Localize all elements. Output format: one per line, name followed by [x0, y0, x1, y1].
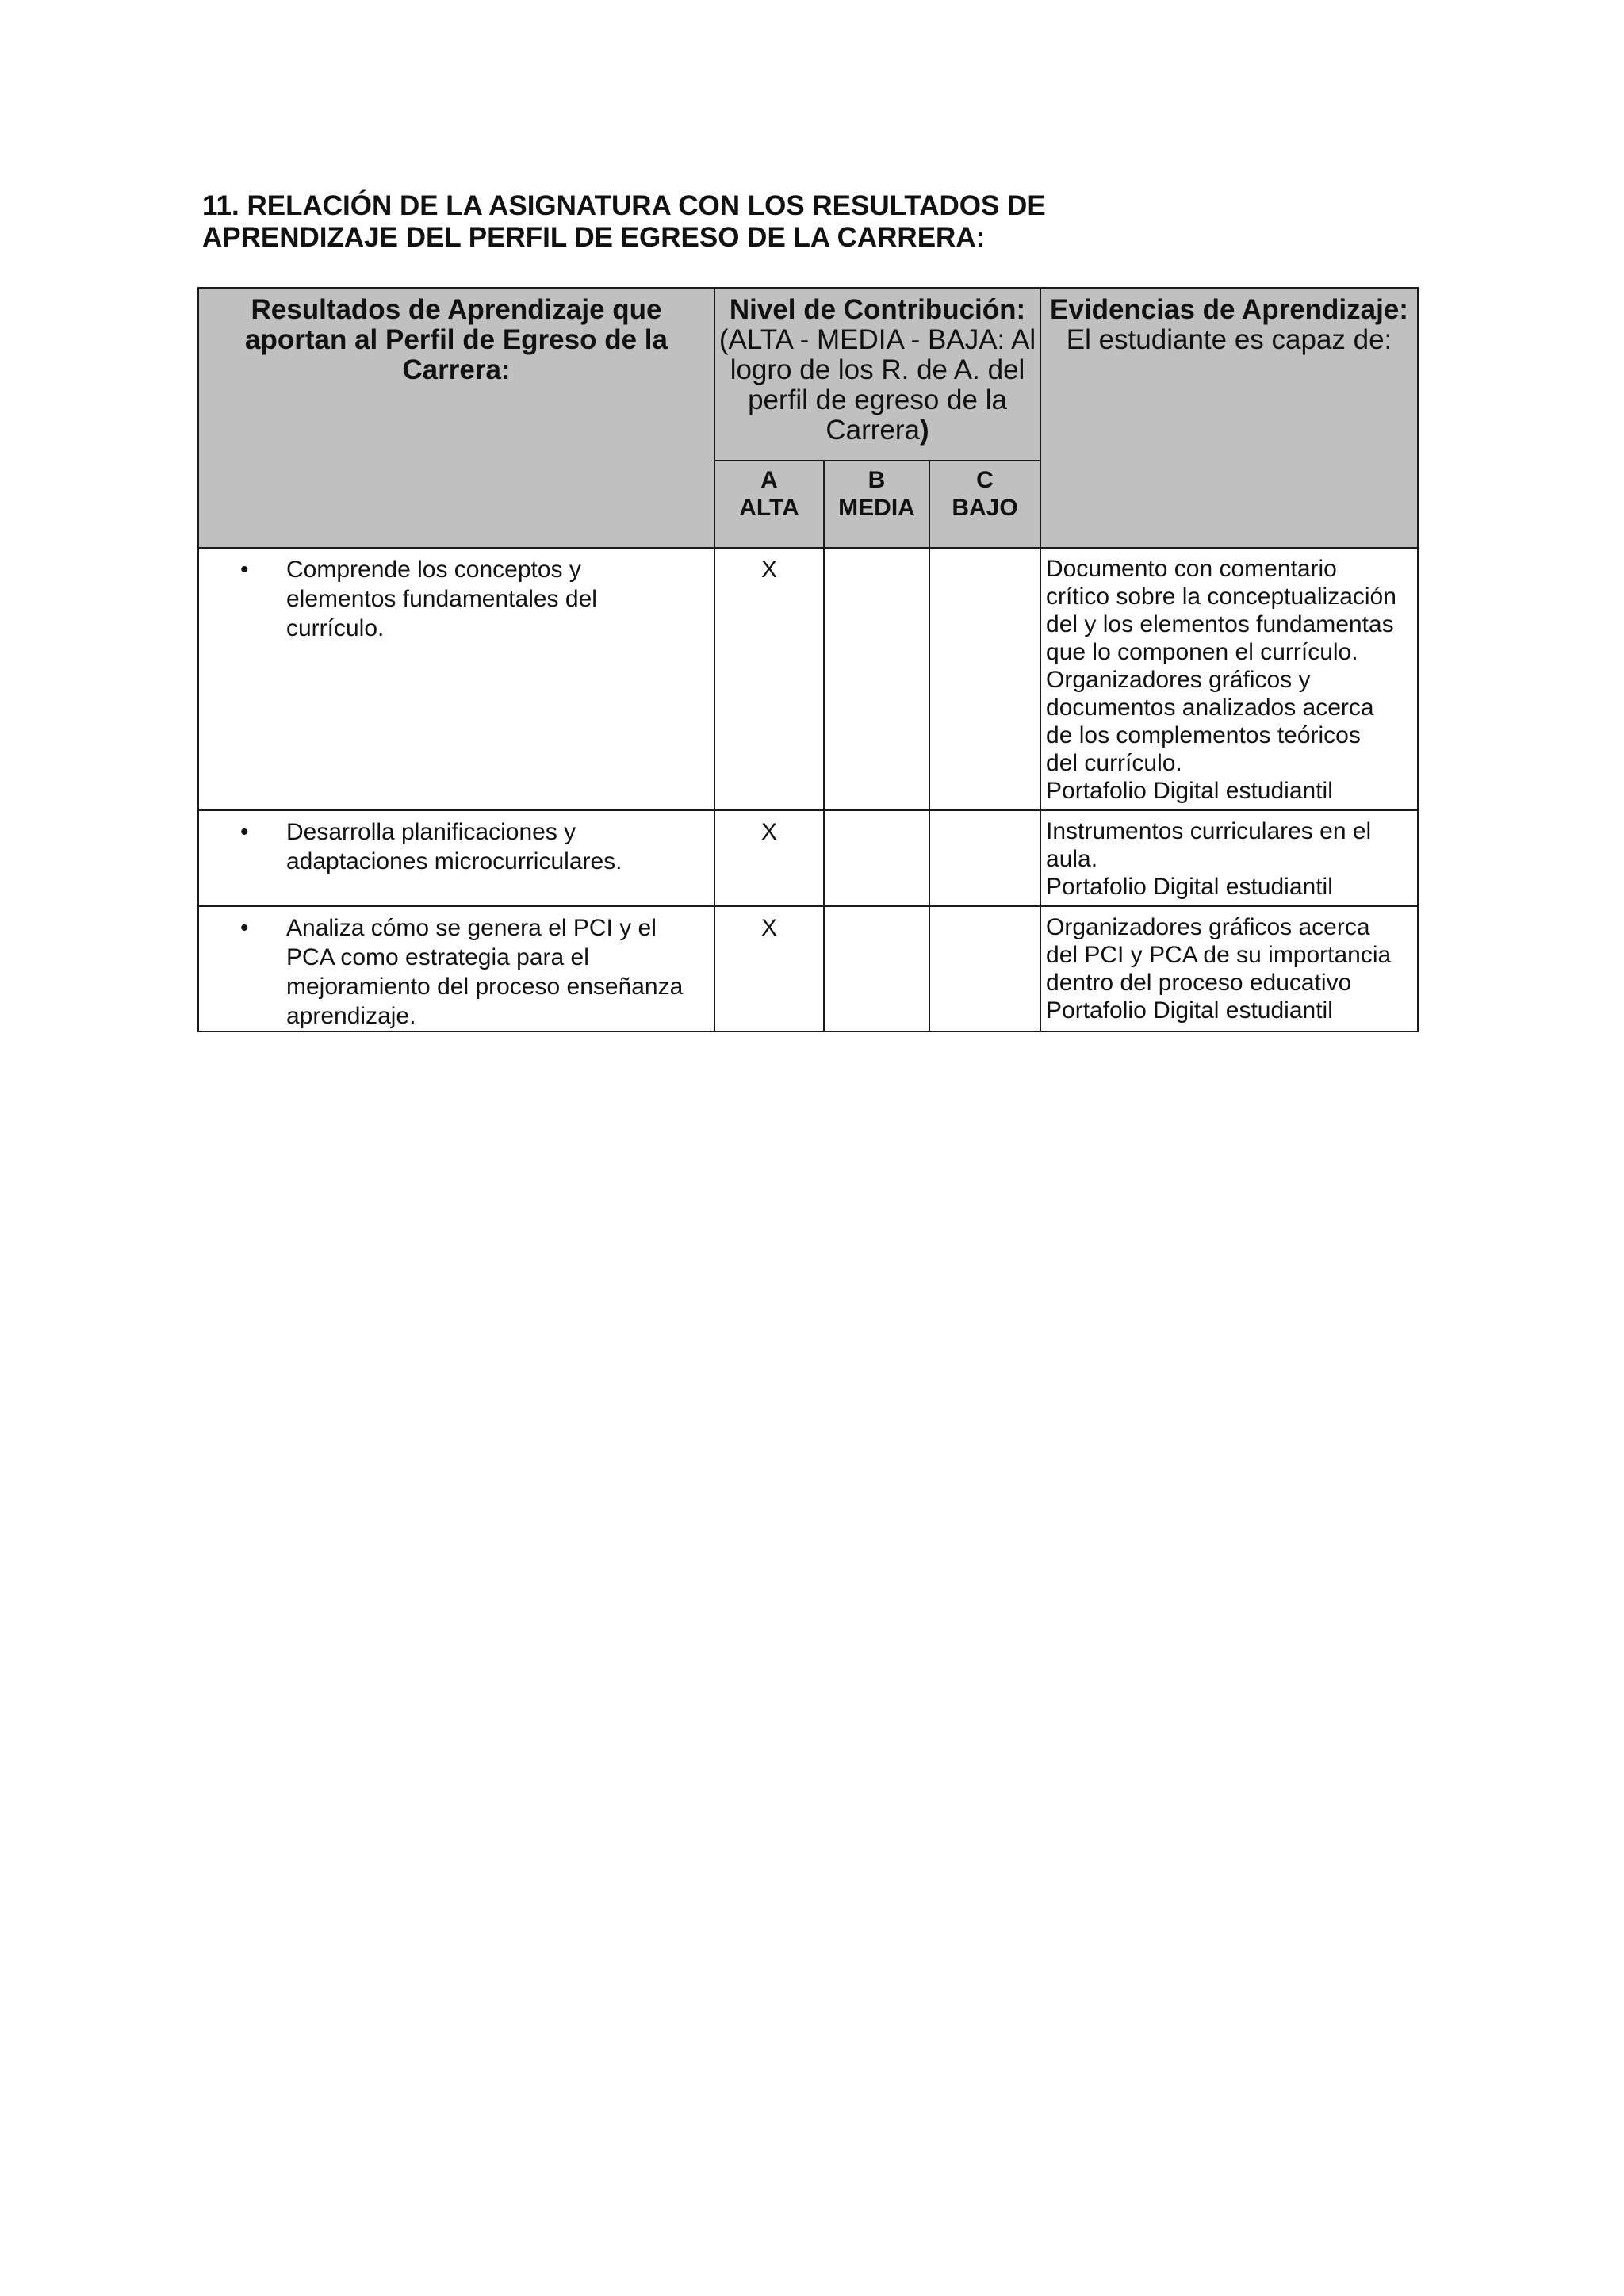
header-resultados [198, 288, 714, 548]
resultado-line: aprendizaje. [286, 1003, 416, 1029]
evidencia-line: del currículo. [1046, 750, 1182, 776]
evidencia-line: Portafolio Digital estudiantil [1046, 874, 1333, 900]
alta-cell: X [714, 548, 824, 810]
evidencias-cell [1040, 906, 1418, 1031]
header-nivel-title: Nivel de Contribución: [729, 294, 1026, 325]
resultado-text [286, 555, 706, 643]
level-letter: A [760, 467, 778, 493]
level-name: MEDIA [838, 495, 915, 521]
header-level-a [714, 461, 824, 548]
header-nivel [714, 288, 1040, 461]
evidencia-line: Portafolio Digital estudiantil [1046, 778, 1333, 804]
resultado-cell [198, 548, 714, 810]
header-resultados-line: Resultados de Aprendizaje que [251, 294, 662, 325]
header-resultados-line: Carrera: [402, 354, 511, 385]
header-level-c [929, 461, 1040, 548]
header-nivel-line: (ALTA - MEDIA - BAJA: Al [718, 324, 1036, 355]
section-title-line-1: 11. RELACIÓN DE LA ASIGNATURA CON LOS RESULTADOS DE [202, 190, 1046, 221]
resultado-line: Analiza cómo se genera el PCI y el [286, 915, 657, 941]
bajo-cell [929, 810, 1040, 906]
evidencia-line: Documento con comentario [1046, 556, 1337, 582]
evidencia-line: Organizadores gráficos y [1046, 667, 1311, 693]
header-evidencias-title: Evidencias de Aprendizaje: [1050, 294, 1408, 325]
resultado-line: adaptaciones microcurriculares. [286, 848, 622, 874]
resultado-line: Comprende los conceptos y [286, 557, 581, 583]
resultado-line: elementos fundamentales del [286, 586, 597, 612]
evidencia-line: de los complementos teóricos [1046, 722, 1361, 748]
header-resultados-line: aportan al Perfil de Egreso de la [245, 324, 668, 355]
header-evidencias [1040, 288, 1418, 548]
evidencia-line: del PCI y PCA de su importancia [1046, 942, 1392, 968]
learning-outcomes-table [197, 287, 1419, 1032]
resultado-line: PCA como estrategia para el [286, 944, 589, 970]
bajo-cell [929, 906, 1040, 1031]
level-name: ALTA [739, 495, 799, 521]
evidencias-cell [1040, 548, 1418, 810]
level-letter: C [976, 467, 994, 493]
resultado-cell [198, 810, 714, 906]
header-nivel-line: logro de los R. de A. del [730, 354, 1025, 385]
evidencia-line: Portafolio Digital estudiantil [1046, 997, 1333, 1024]
bajo-cell [929, 548, 1040, 810]
header-nivel-last: Carrera [825, 415, 920, 446]
alta-cell: X [714, 906, 824, 1031]
table-row [198, 906, 1418, 1031]
resultado-line: currículo. [286, 615, 385, 641]
bullet: • [240, 819, 249, 845]
evidencia-line: crítico sobre la conceptualización [1046, 584, 1396, 610]
evidencias-cell [1040, 810, 1418, 906]
resultado-text [286, 913, 706, 1031]
level-name: BAJO [952, 495, 1018, 521]
bullet: • [240, 557, 249, 583]
bullet: • [240, 915, 249, 941]
header-nivel-close: ) [920, 415, 929, 446]
media-cell [824, 906, 929, 1031]
evidencia-line: dentro del proceso educativo [1046, 970, 1352, 996]
media-cell [824, 548, 929, 810]
evidencia-line: Instrumentos curriculares en el [1046, 818, 1372, 844]
header-evidencias-sub: El estudiante es capaz de: [1066, 324, 1392, 355]
header-nivel-line: perfil de egreso de la [748, 385, 1007, 415]
table-row [198, 810, 1418, 906]
level-letter: B [868, 467, 886, 493]
media-cell [824, 810, 929, 906]
header-level-b [824, 461, 929, 548]
evidencia-line: aula. [1046, 846, 1098, 872]
resultado-cell [198, 906, 714, 1031]
header-nivel-last-line [715, 415, 1040, 446]
evidencia-line: que lo componen el currículo. [1046, 639, 1358, 665]
resultado-line: mejoramiento del proceso enseñanza [286, 974, 684, 1000]
evidencia-line: del y los elementos fundamentas [1046, 611, 1394, 637]
resultado-text [286, 817, 706, 876]
table-row [198, 548, 1418, 810]
section-title-line-2: APRENDIZAJE DEL PERFIL DE EGRESO DE LA CARRERA: [202, 222, 986, 253]
evidencia-line: Organizadores gráficos acerca [1046, 914, 1370, 940]
alta-cell: X [714, 810, 824, 906]
section-title [202, 190, 1312, 254]
evidencia-line: documentos analizados acerca [1046, 695, 1374, 721]
header-row-1 [198, 288, 1418, 461]
resultado-line: Desarrolla planificaciones y [286, 819, 576, 845]
